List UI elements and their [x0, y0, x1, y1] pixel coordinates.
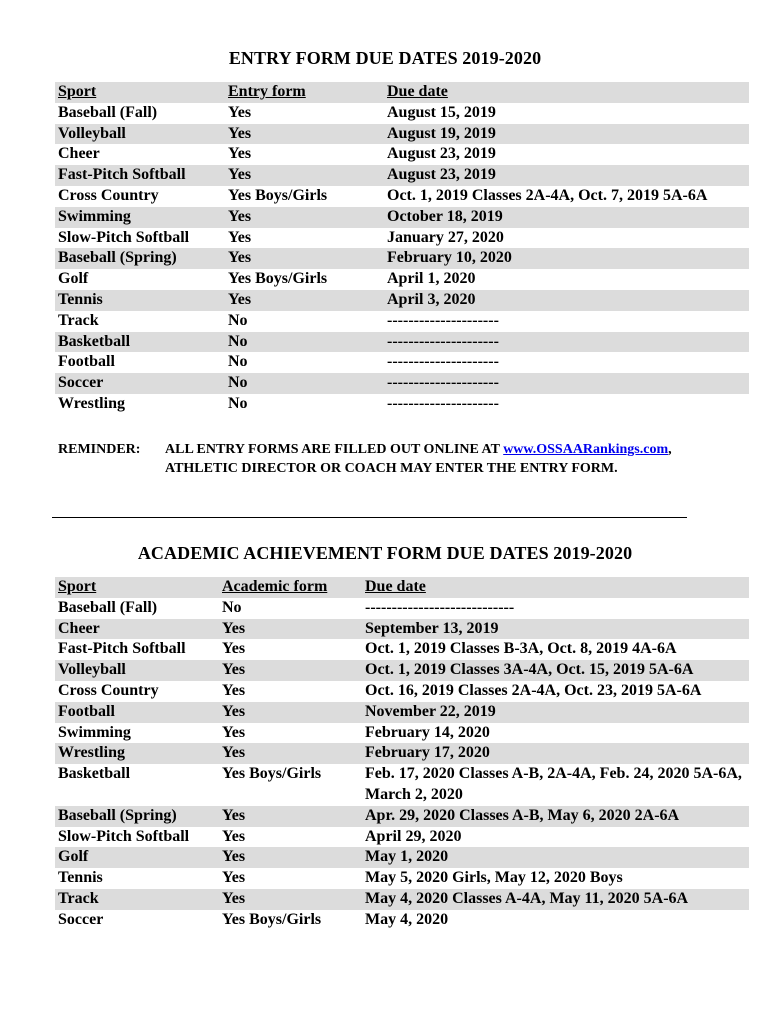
academic-table-row [55, 806, 749, 827]
entry-cell-form: Yes [228, 290, 252, 308]
academic-table [55, 577, 749, 931]
section-divider [52, 517, 687, 518]
entry-table-row [55, 207, 749, 228]
entry-cell-due: October 18, 2019 [387, 207, 503, 225]
academic-cell-form: Yes [222, 702, 246, 720]
entry-table-row [55, 124, 749, 145]
entry-header-sport: Sport [58, 83, 97, 100]
entry-table-row [55, 394, 749, 415]
academic-cell-form: Yes [222, 889, 246, 907]
entry-table-row [55, 165, 749, 186]
entry-cell-form: No [228, 374, 248, 392]
academic-cell-form: Yes [222, 848, 246, 866]
academic-cell-form: Yes [222, 744, 246, 762]
entry-table-row [55, 290, 749, 311]
reminder-text [165, 440, 765, 478]
academic-cell-due: November 22, 2019 [365, 702, 496, 720]
academic-cell-sport: Swimming [58, 723, 131, 741]
entry-cell-form: Yes [228, 207, 252, 225]
academic-table-row [55, 639, 749, 660]
academic-cell-due: Apr. 29, 2020 Classes A-B, May 6, 2020 2A-6A [365, 806, 680, 824]
academic-cell-sport: Soccer [58, 910, 104, 928]
entry-cell-form: No [228, 311, 248, 329]
entry-cell-sport: Baseball (Fall) [58, 103, 158, 121]
academic-table-row [55, 743, 749, 764]
academic-cell-sport: Volleyball [58, 661, 126, 679]
entry-cell-due: --------------------- [387, 374, 499, 392]
academic-cell-sport: Wrestling [58, 744, 125, 762]
entry-table-row [55, 103, 749, 124]
entry-cell-due: --------------------- [387, 332, 499, 350]
entry-cell-due: February 10, 2020 [387, 249, 512, 267]
entry-title: ENTRY FORM DUE DATES 2019-2020 [228, 48, 542, 68]
academic-cell-due: May 4, 2020 [365, 910, 449, 928]
entry-cell-due: January 27, 2020 [387, 228, 504, 246]
academic-cell-form: Yes [222, 806, 246, 824]
entry-cell-sport: Baseball (Spring) [58, 249, 177, 267]
academic-cell-due: September 13, 2019 [365, 619, 499, 637]
academic-table-row [55, 598, 749, 619]
entry-cell-form: No [228, 332, 248, 350]
academic-cell-due: Oct. 1, 2019 Classes B-3A, Oct. 8, 2019 4A-6A [365, 640, 677, 658]
entry-cell-sport: Wrestling [58, 394, 125, 412]
academic-table-row [55, 723, 749, 744]
academic-cell-sport: Track [58, 889, 99, 907]
entry-table-row [55, 186, 749, 207]
academic-cell-form: Yes Boys/Girls [222, 765, 322, 783]
entry-table-row [55, 269, 749, 290]
academic-cell-due: April 29, 2020 [365, 827, 462, 845]
academic-cell-sport: Football [58, 702, 115, 720]
academic-cell-due: February 17, 2020 [365, 744, 490, 762]
academic-table-row [55, 868, 749, 889]
academic-cell-form: Yes [222, 723, 246, 741]
entry-cell-sport: Swimming [58, 207, 131, 225]
entry-cell-sport: Golf [58, 270, 89, 288]
academic-cell-form: Yes [222, 827, 246, 845]
academic-table-row [55, 847, 749, 868]
entry-header-form: Entry form [228, 83, 306, 100]
academic-cell-sport: Golf [58, 848, 89, 866]
academic-cell-due: May 1, 2020 [365, 848, 449, 866]
academic-cell-sport: Tennis [58, 869, 103, 887]
reminder-label: REMINDER: [58, 442, 141, 457]
reminder-line1-prefix: ALL ENTRY FORMS ARE FILLED OUT ONLINE AT [165, 442, 504, 457]
academic-table-row [55, 660, 749, 681]
entry-cell-form: No [228, 353, 248, 371]
academic-cell-sport: Fast-Pitch Softball [58, 640, 186, 658]
academic-cell-form: Yes [222, 619, 246, 637]
entry-cell-form: Yes [228, 103, 252, 121]
entry-cell-sport: Slow-Pitch Softball [58, 228, 190, 246]
academic-cell-due: Oct. 16, 2019 Classes 2A-4A, Oct. 23, 2019 5A-6A [365, 681, 702, 699]
entry-cell-sport: Football [58, 353, 115, 371]
entry-cell-due: April 1, 2020 [387, 270, 476, 288]
academic-table-row [55, 827, 749, 848]
entry-cell-due: April 3, 2020 [387, 290, 476, 308]
academic-cell-form: Yes Boys/Girls [222, 910, 322, 928]
entry-table-row [55, 373, 749, 394]
academic-table-row [55, 764, 749, 806]
academic-table-row [55, 702, 749, 723]
entry-table-row [55, 248, 749, 269]
academic-cell-due: May 5, 2020 Girls, May 12, 2020 Boys [365, 869, 623, 887]
entry-cell-sport: Cross Country [58, 186, 159, 204]
entry-cell-sport: Tennis [58, 290, 103, 308]
academic-cell-form: No [222, 598, 242, 616]
academic-cell-form: Yes [222, 661, 246, 679]
entry-cell-due: August 23, 2019 [387, 145, 496, 163]
entry-cell-sport: Fast-Pitch Softball [58, 166, 186, 184]
entry-header-due: Due date [387, 83, 448, 100]
entry-cell-form: Yes Boys/Girls [228, 186, 328, 204]
reminder-line1-suffix: , [668, 442, 672, 457]
academic-table-row [55, 619, 749, 640]
academic-cell-form: Yes [222, 869, 246, 887]
entry-cell-due: --------------------- [387, 394, 499, 412]
entry-cell-due: August 19, 2019 [387, 124, 496, 142]
entry-cell-form: Yes [228, 166, 252, 184]
academic-cell-sport: Baseball (Fall) [58, 598, 158, 616]
entry-cell-due: August 23, 2019 [387, 166, 496, 184]
entry-cell-sport: Soccer [58, 374, 104, 392]
entry-cell-sport: Track [58, 311, 99, 329]
entry-table-row [55, 228, 749, 249]
academic-cell-sport: Baseball (Spring) [58, 806, 177, 824]
entry-table-row [55, 352, 749, 373]
entry-cell-sport: Basketball [58, 332, 131, 350]
entry-table-row [55, 311, 749, 332]
academic-cell-sport: Basketball [58, 765, 131, 783]
entry-cell-sport: Cheer [58, 145, 100, 163]
entry-cell-due: --------------------- [387, 353, 499, 371]
entry-table-row [55, 144, 749, 165]
academic-header-form: Academic form [222, 578, 328, 595]
academic-cell-due: Oct. 1, 2019 Classes 3A-4A, Oct. 15, 2019 5A-6A [365, 661, 694, 679]
entry-cell-due: Oct. 1, 2019 Classes 2A-4A, Oct. 7, 2019 5A-6A [387, 186, 708, 204]
entry-cell-sport: Volleyball [58, 124, 126, 142]
academic-title: ACADEMIC ACHIEVEMENT FORM DUE DATES 2019-2020 [137, 543, 633, 563]
entry-cell-form: Yes [228, 228, 252, 246]
academic-header-due: Due date [365, 578, 426, 595]
entry-cell-due: August 15, 2019 [387, 103, 496, 121]
academic-cell-due: ---------------------------- [365, 598, 515, 616]
academic-cell-due: February 14, 2020 [365, 723, 490, 741]
academic-cell-form: Yes [222, 640, 246, 658]
entry-cell-form: Yes [228, 249, 252, 267]
academic-cell-form: Yes [222, 681, 246, 699]
entry-cell-form: Yes [228, 145, 252, 163]
academic-table-row [55, 910, 749, 931]
academic-cell-sport: Cheer [58, 619, 100, 637]
academic-cell-sport: Slow-Pitch Softball [58, 827, 190, 845]
entry-table [55, 82, 749, 415]
entry-cell-form: Yes [228, 124, 252, 142]
entry-header-row [55, 82, 749, 103]
academic-table-row [55, 889, 749, 910]
entry-table-row [55, 332, 749, 353]
entry-cell-form: Yes Boys/Girls [228, 270, 328, 288]
academic-cell-due: May 4, 2020 Classes A-4A, May 11, 2020 5A-6A [365, 889, 689, 907]
academic-cell-sport: Cross Country [58, 681, 159, 699]
academic-header-sport: Sport [58, 578, 97, 595]
academic-table-row [55, 681, 749, 702]
entry-cell-due: --------------------- [387, 311, 499, 329]
ossaa-rankings-link[interactable]: www.OSSAARankings.com [503, 442, 669, 457]
academic-cell-due: Feb. 17, 2020 Classes A-B, 2A-4A, Feb. 24, 2020 5A-6A, March 2, 2020 [365, 765, 742, 803]
reminder-line2: ATHLETIC DIRECTOR OR COACH MAY ENTER THE ENTRY FORM. [165, 461, 618, 476]
entry-cell-form: No [228, 394, 248, 412]
academic-header-row [55, 577, 749, 598]
